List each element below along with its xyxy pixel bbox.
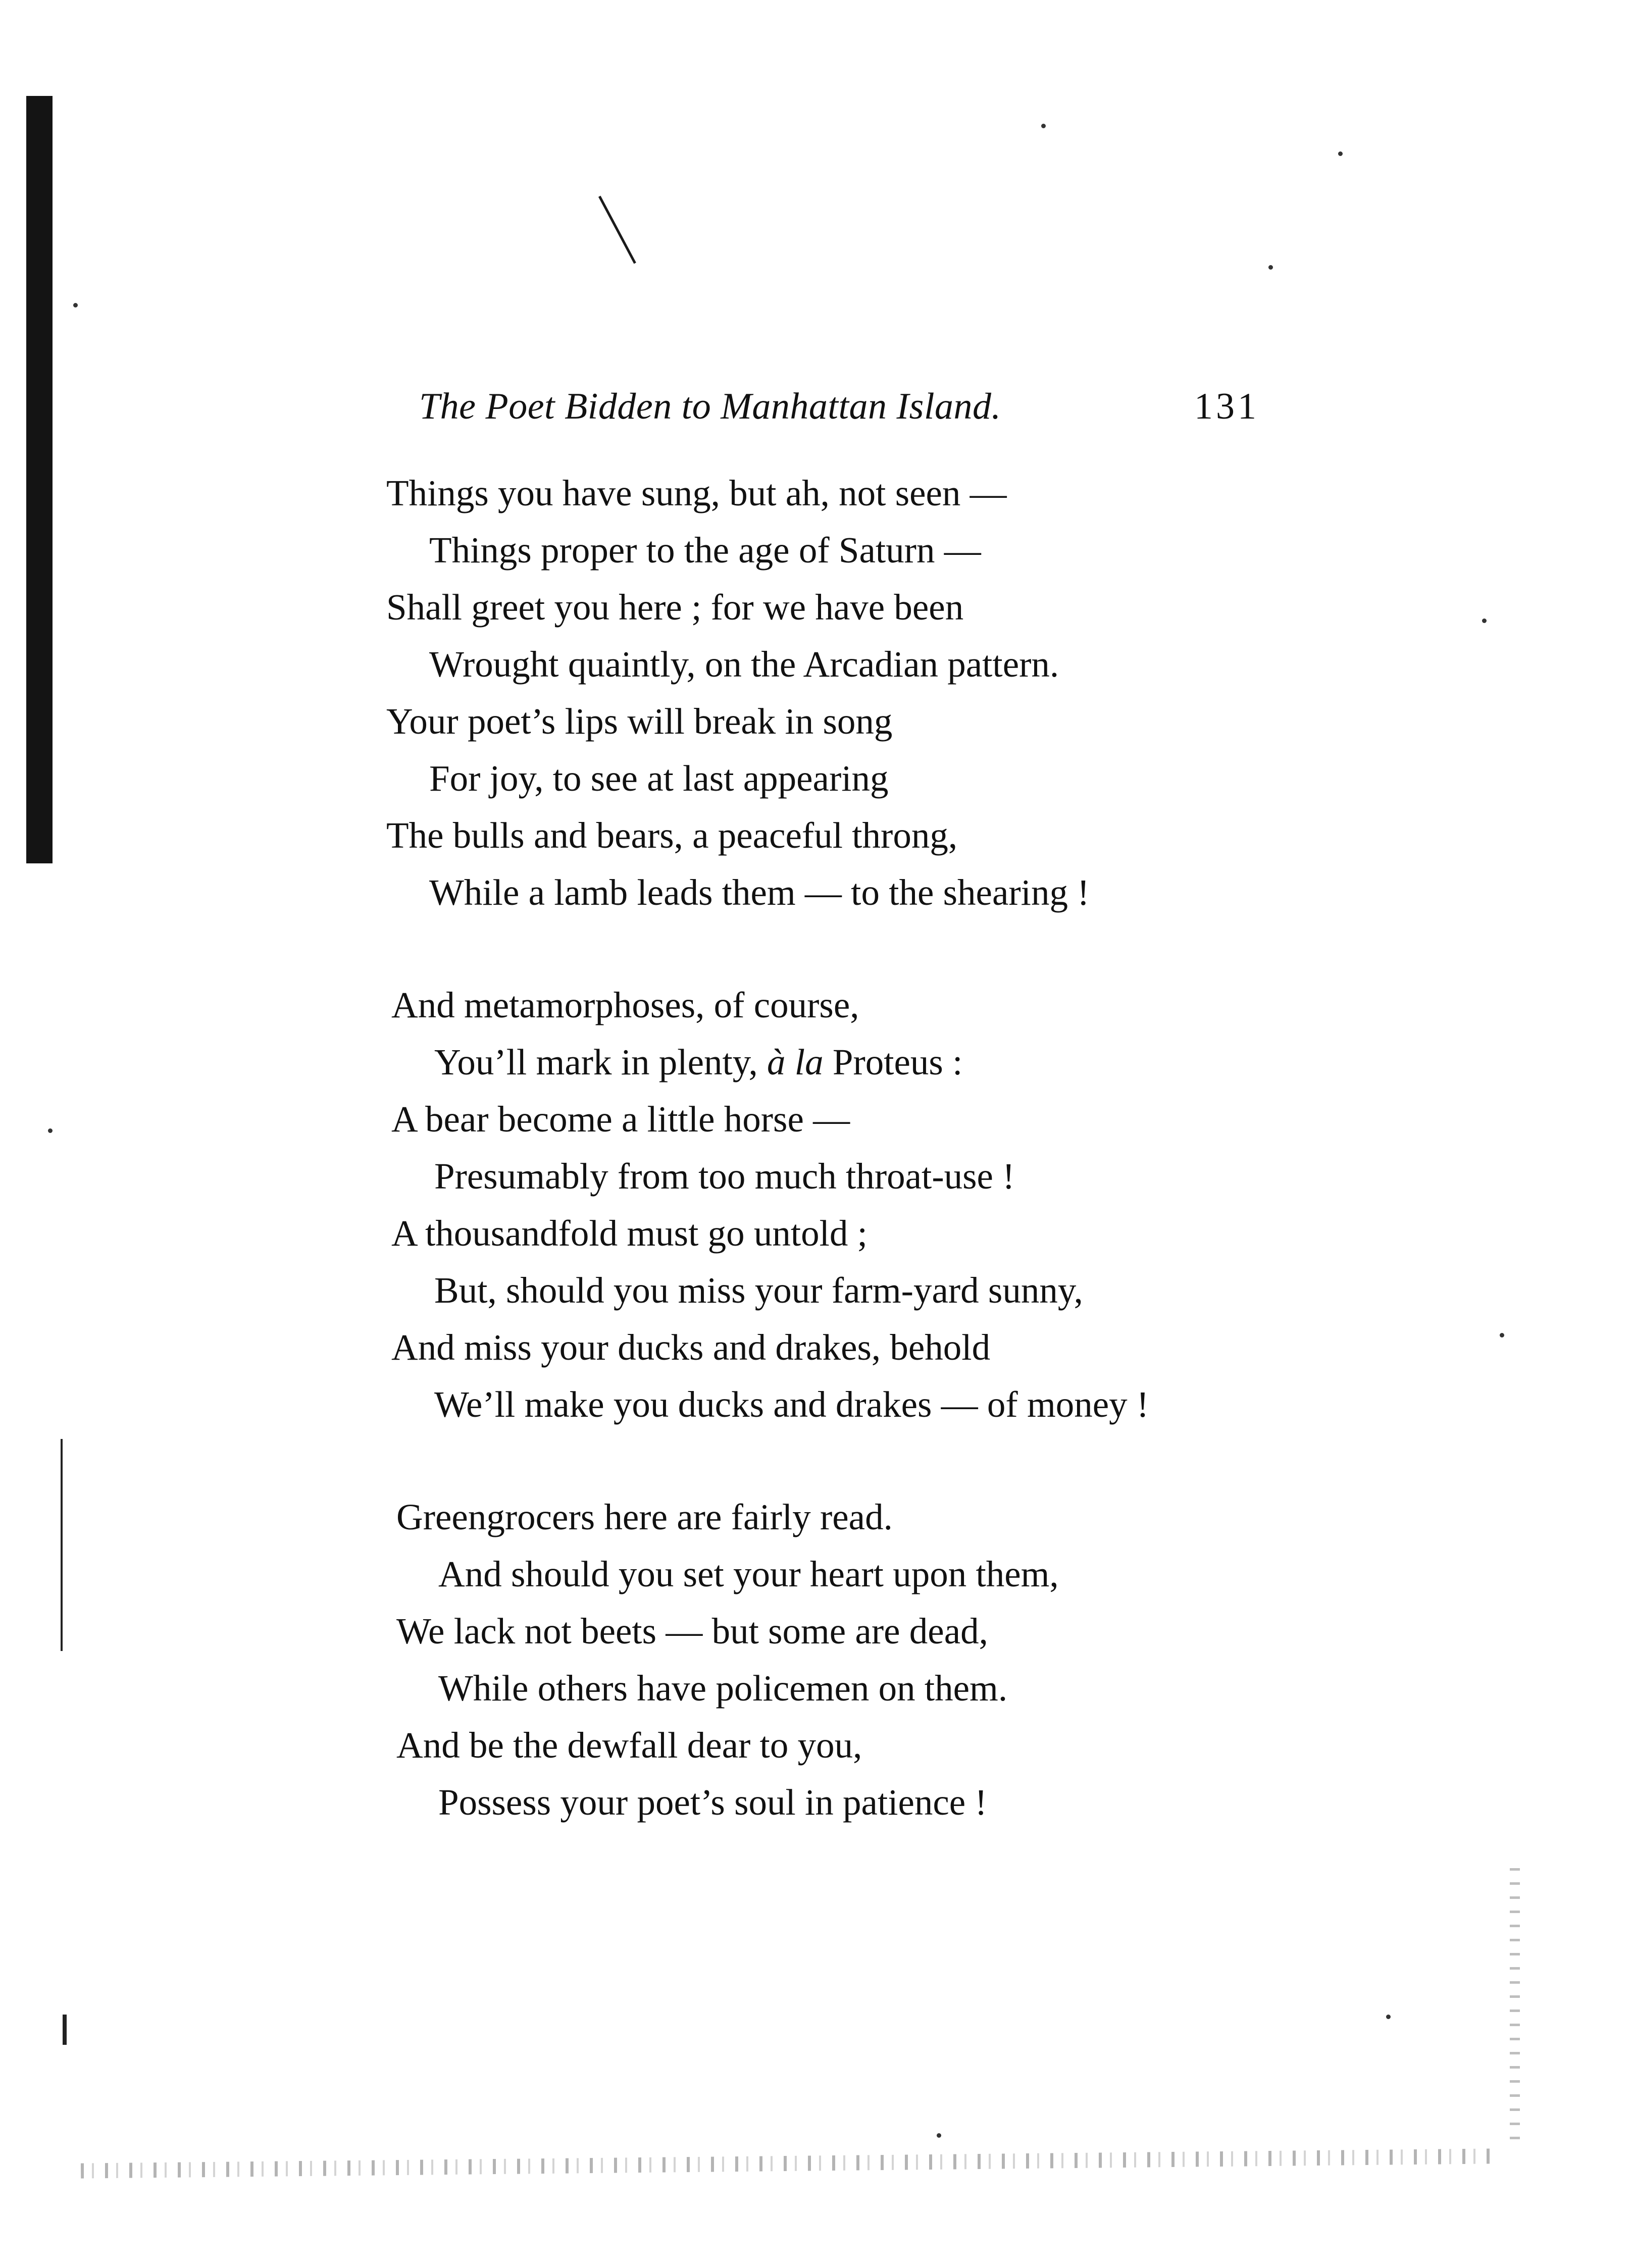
poem-line: Presumably from too much throat-use ! — [434, 1156, 1015, 1197]
speck — [937, 2133, 941, 2138]
speck — [73, 303, 78, 307]
poem-line: For joy, to see at last appearing — [429, 758, 889, 799]
poem-line: But, should you miss your farm-yard sunny, — [434, 1270, 1083, 1311]
poem-line: And should you set your heart upon them, — [438, 1554, 1059, 1594]
poem-line: Shall greet you here ; for we have been — [386, 587, 964, 628]
stanza-2 — [0, 976, 1633, 1433]
poem-line: And be the dewfall dear to you, — [396, 1725, 862, 1766]
binding-edge-mark — [63, 2015, 67, 2045]
ink-stroke-mark — [598, 196, 636, 264]
poem-line-text: Proteus : — [823, 1042, 963, 1083]
poem-line: A bear become a little horse — — [391, 1099, 850, 1140]
poem-line: Things you have sung, but ah, not seen — — [386, 473, 1007, 513]
bottom-edge-smudge — [81, 2148, 1495, 2178]
poem-line: Greengrocers here are fairly read. — [396, 1497, 893, 1537]
stanza-3 — [0, 1488, 1633, 1831]
stanza-1 — [0, 465, 1633, 921]
right-edge-smudge — [1510, 1868, 1520, 2151]
stanza-break — [0, 921, 1633, 976]
poem-line: And miss your ducks and drakes, behold — [391, 1327, 991, 1368]
poem-line: We’ll make you ducks and drakes — of money ! — [434, 1384, 1149, 1425]
speck — [1041, 124, 1046, 128]
poem-line — [0, 1034, 1633, 1091]
poem-line: While a lamb leads them — to the shearing ! — [429, 872, 1090, 913]
poem-line: Your poet’s lips will break in song — [386, 701, 893, 742]
stanza-break — [0, 1433, 1633, 1488]
poem-line-italic-phrase: à la — [767, 1042, 824, 1083]
speck — [1268, 265, 1273, 270]
poem-line: A thousandfold must go untold ; — [391, 1213, 867, 1254]
poem-line: And metamorphoses, of course, — [391, 985, 859, 1025]
poem-line: Things proper to the age of Saturn — — [429, 530, 981, 571]
poem-line: We lack not beets — but some are dead, — [396, 1611, 988, 1652]
running-head-title: The Poet Bidden to Manhattan Island. — [419, 386, 1001, 427]
poem-body — [0, 465, 1633, 1831]
page-number: 131 — [1194, 386, 1259, 427]
speck — [1338, 151, 1343, 156]
running-head — [0, 379, 1633, 434]
speck — [1386, 2015, 1391, 2019]
poem-line-text: You’ll mark in plenty, — [434, 1042, 768, 1083]
poem-line: The bulls and bears, a peaceful throng, — [386, 815, 958, 856]
poem-line: While others have policemen on them. — [438, 1668, 1008, 1709]
poem-line: Wrought quaintly, on the Arcadian pattern. — [429, 644, 1059, 685]
poem-line: Possess your poet’s soul in patience ! — [438, 1782, 987, 1823]
